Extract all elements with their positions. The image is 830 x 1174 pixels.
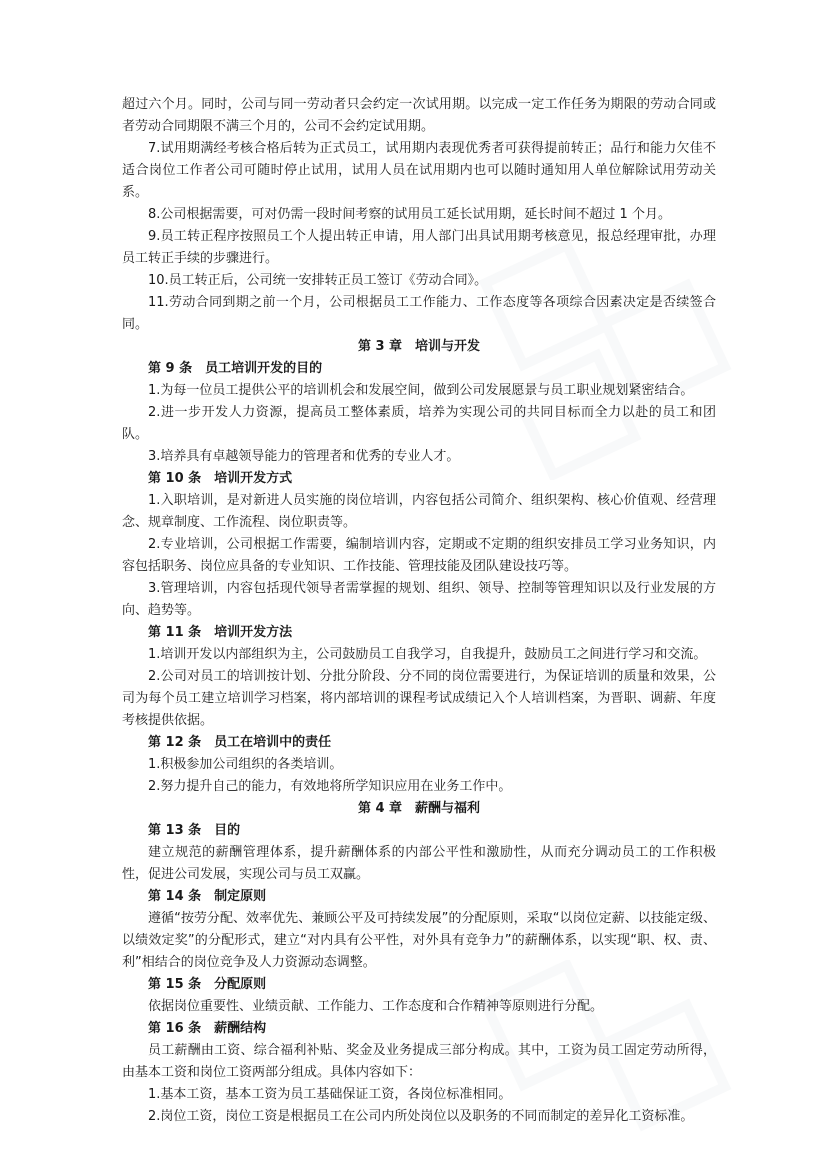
paragraph: 1.基本工资，基本工资为员工基础保证工资，各岗位标准相同。 [148, 1087, 512, 1102]
paragraph: 员工薪酬由工资、综合福利补贴、奖金及业务提成三部分构成。其中，工资为员工固定劳动所得，由基本工资和岗位工资两部分组成。具体内容如下： [122, 1043, 716, 1080]
paragraph: 2.努力提升自己的能力，有效地将所学知识应用在业务工作中。 [148, 779, 512, 794]
paragraph: 3.培养具有卓越领导能力的管理者和优秀的专业人才。 [148, 449, 460, 464]
article-heading: 第 9 条 员工培训开发的目的 [148, 361, 323, 376]
article-heading: 第 12 条 员工在培训中的责任 [148, 735, 332, 750]
paragraph: 11.劳动合同到期之前一个月，公司根据员工工作能力、工作态度等各项综合因素决定是否续签合同。 [122, 295, 716, 332]
paragraph: 3.管理培训，内容包括现代领导者需掌握的规划、组织、领导、控制等管理知识以及行业发展的方向、趋势等。 [122, 581, 716, 618]
paragraph: 8.公司根据需要，可对仍需一段时间考察的试用员工延长试用期，延长时间不超过 1 个月。 [148, 207, 671, 222]
paragraph: 2.进一步开发人力资源，提高员工整体素质，培养为实现公司的共同目标而全力以赴的员工和团队。 [122, 405, 716, 442]
paragraph: 10.员工转正后，公司统一安排转正员工签订《劳动合同》。 [148, 273, 488, 288]
paragraph: 2.专业培训，公司根据工作需要，编制培训内容，定期或不定期的组织安排员工学习业务知识，内容包括职务、岗位应具备的专业知识、工作技能、管理技能及团队建设技巧等。 [122, 537, 716, 574]
paragraph: 建立规范的薪酬管理体系，提升薪酬体系的内部公平性和激励性，从而充分调动员工的工作积极性，促进公司发展，实现公司与员工双赢。 [122, 845, 716, 882]
paragraph: 1.培训开发以内部组织为主，公司鼓励员工自我学习，自我提升，鼓励员工之间进行学习和交流。 [148, 647, 707, 662]
paragraph: 1.为每一位员工提供公平的培训机会和发展空间，做到公司发展愿景与员工职业规划紧密结合。 [148, 383, 694, 398]
article-heading: 第 15 条 分配原则 [148, 977, 267, 992]
document-body [122, 94, 716, 1128]
chapter-heading: 第 3 章 培训与开发 [357, 339, 481, 354]
article-heading: 第 13 条 目的 [148, 823, 241, 838]
article-heading: 第 14 条 制定原则 [148, 889, 267, 904]
paragraph: 遵循“按劳分配、效率优先、兼顾公平及可持续发展”的分配原则，采取“以岗位定薪、以技能定级、以绩效定奖”的分配形式，建立“对内具有公平性，对外具有竞争力”的薪酬体系，以实现“职、权、责、利”相结合的岗位竞争及人力资源动态调整。 [122, 911, 716, 970]
article-heading: 第 16 条 薪酬结构 [148, 1021, 267, 1036]
chapter-heading: 第 4 章 薪酬与福利 [357, 801, 481, 816]
paragraph: 依据岗位重要性、业绩贡献、工作能力、工作态度和合作精神等原则进行分配。 [148, 999, 604, 1014]
paragraph: 1.积极参加公司组织的各类培训。 [148, 757, 343, 772]
article-heading: 第 10 条 培训开发方式 [148, 471, 293, 486]
paragraph: 2.岗位工资，岗位工资是根据员工在公司内所处岗位以及职务的不同而制定的差异化工资标准。 [148, 1109, 694, 1124]
paragraph: 1.入职培训，是对新进人员实施的岗位培训，内容包括公司简介、组织架构、核心价值观、经营理念、规章制度、工作流程、岗位职责等。 [122, 493, 716, 530]
paragraph: 超过六个月。同时，公司与同一劳动者只会约定一次试用期。以完成一定工作任务为期限的劳动合同或者劳动合同期限不满三个月的，公司不会约定试用期。 [122, 97, 716, 134]
paragraph: 7.试用期满经考核合格后转为正式员工，试用期内表现优秀者可获得提前转正；品行和能力欠佳不适合岗位工作者公司可随时停止试用，试用人员在试用期内也可以随时通知用人单位解除试用劳动关系。 [122, 141, 716, 200]
paragraph: 9.员工转正程序按照员工个人提出转正申请，用人部门出具试用期考核意见，报总经理审批，办理员工转正手续的步骤进行。 [122, 229, 716, 266]
paragraph: 2.公司对员工的培训按计划、分批分阶段、分不同的岗位需要进行，为保证培训的质量和效果，公司为每个员工建立培训学习档案，将内部培训的课程考试成绩记入个人培训档案，为晋职、调薪、年度考核提供依据。 [122, 669, 716, 728]
article-heading: 第 11 条 培训开发方法 [148, 625, 293, 640]
